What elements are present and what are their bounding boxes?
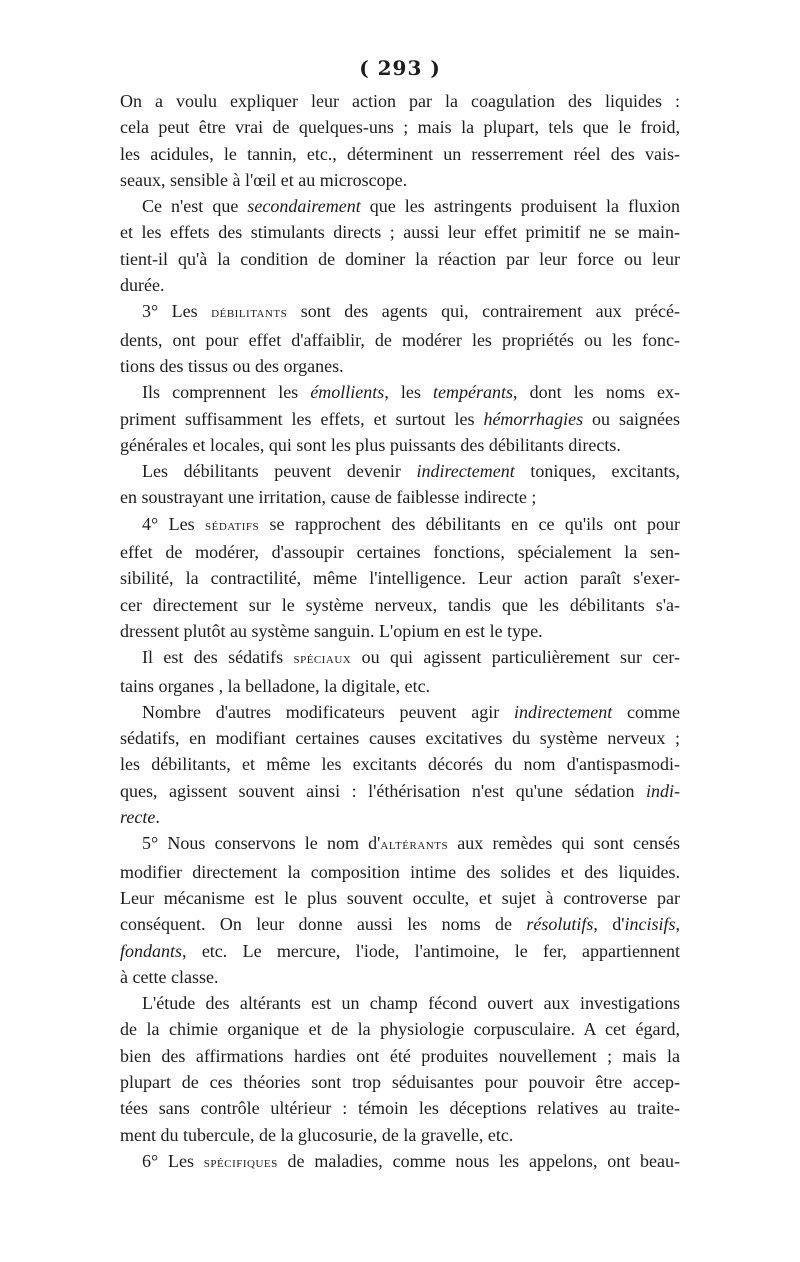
text-run: 5° Nous conservons le nom d': [142, 833, 381, 854]
text-run: tions des tissus ou des organes.: [120, 355, 344, 376]
text-line: [120, 272, 680, 298]
text-line: [120, 1148, 680, 1176]
text-line: [120, 114, 680, 140]
text-line: [120, 432, 680, 458]
text-run: durée.: [120, 275, 165, 296]
italic-term: tempérants: [433, 382, 514, 403]
text-run: Ce n'est que: [142, 196, 248, 217]
text-line: [120, 353, 680, 379]
text-line: [120, 327, 680, 353]
text-line: [120, 859, 680, 885]
text-line: [120, 618, 680, 644]
text-run: , les: [384, 382, 434, 403]
text-line: [120, 484, 680, 510]
text-line: [120, 88, 680, 114]
italic-term: incisifs: [624, 914, 676, 935]
text-run: priment suffisamment les effets, et surtout les: [120, 408, 484, 429]
body-text: [120, 88, 680, 1176]
text-line: [120, 725, 680, 751]
text-line: [120, 1122, 680, 1148]
text-run: ment du tubercule, de la glucosurie, de la gravelle, etc.: [120, 1124, 514, 1145]
text-run: 6° Les: [142, 1150, 204, 1171]
text-line: [120, 458, 680, 484]
text-run: les acidules, le tannin, etc., déterminent un resserrement réel des vais-: [120, 143, 680, 164]
italic-term: secondairement: [247, 196, 361, 217]
text-run: dents, ont pour effet d'affaiblir, de modérer les propriétés ou les fonc-: [120, 329, 680, 350]
text-run: tient-il qu'à la condition de dominer la réaction par leur force ou leur: [120, 248, 680, 269]
text-line: [120, 673, 680, 699]
text-run: effet de modérer, d'assoupir certaines fonctions, spécialement la sen-: [120, 542, 680, 563]
text-run: tains organes , la belladone, la digitale, etc.: [120, 675, 431, 696]
text-line: [120, 885, 680, 911]
italic-term: indirectement: [416, 461, 515, 482]
italic-term: hémorrhagies: [483, 408, 584, 429]
text-run: ,: [675, 914, 680, 935]
text-line: [120, 1069, 680, 1095]
text-run: bien des affirmations hardies ont été produites nouvellement ; mais la: [120, 1045, 680, 1066]
text-run: 4° Les: [142, 513, 206, 534]
text-run: en soustrayant une irritation, cause de faiblesse indirecte ;: [120, 487, 537, 508]
text-run: cela peut être vrai de quelques-uns ; mais la plupart, tels que le froid,: [120, 117, 680, 138]
text-line: [120, 1043, 680, 1069]
text-line: [120, 964, 680, 990]
text-line: [120, 990, 680, 1016]
text-run: Il est des sédatifs: [142, 647, 294, 668]
small-caps-term: débilitants: [211, 305, 288, 322]
text-run: et les effets des stimulants directs ; aussi leur effet primitif ne se main-: [120, 222, 680, 243]
italic-term: fondants: [120, 940, 183, 961]
italic-term: indirectement: [513, 701, 613, 722]
text-line: [120, 1095, 680, 1121]
text-run: , dont les noms ex-: [513, 382, 680, 403]
text-run: de la chimie organique et de la physiologie corpusculaire. A cet égard,: [120, 1019, 680, 1040]
text-line: [120, 193, 680, 219]
text-run: toniques, excitants,: [514, 461, 680, 482]
text-line: [120, 911, 680, 937]
text-run: dressent plutôt au système sanguin. L'opium en est le type.: [120, 620, 543, 641]
text-run: se rapprochent des débilitants en ce qu'ils ont pour: [259, 513, 680, 534]
text-run: ou qui agissent particulièrement sur cer-: [351, 647, 680, 668]
text-run: , d': [593, 914, 625, 935]
text-line: [120, 511, 680, 539]
text-run: modifier directement la composition intime des solides et des liquides.: [120, 861, 680, 882]
small-caps-term: altérants: [380, 837, 449, 854]
text-run: Nombre d'autres modificateurs peuvent agir: [142, 701, 514, 722]
text-line: [120, 406, 680, 432]
text-line: [120, 830, 680, 858]
italic-term: émollients: [310, 382, 385, 403]
small-caps-term: spéciaux: [293, 651, 352, 668]
text-line: [120, 219, 680, 245]
text-line: [120, 565, 680, 591]
text-run: .: [155, 807, 160, 828]
small-caps-term: spécifiques: [203, 1154, 278, 1171]
text-run: les débilitants, et même les excitants décorés du nom d'antispasmodi-: [120, 754, 680, 775]
text-run: On a voulu expliquer leur action par la coagulation des liquides :: [120, 91, 680, 111]
text-run: générales et locales, qui sont les plus puissants des débilitants directs.: [120, 434, 621, 455]
text-line: [120, 141, 680, 167]
text-run: ou saignées: [583, 408, 680, 429]
text-line: [120, 246, 680, 272]
text-run: tées sans contrôle ultérieur : témoin les déceptions relatives au traite-: [120, 1098, 680, 1119]
small-caps-term: sédatifs: [205, 517, 260, 534]
text-line: [120, 167, 680, 193]
text-line: [120, 778, 680, 804]
text-run: Ils comprennent les: [142, 382, 311, 403]
text-line: [120, 592, 680, 618]
text-line: [120, 699, 680, 725]
text-run: ques, agissent souvent ainsi : l'éthérisation n'est qu'une sédation: [120, 780, 646, 801]
text-run: comme: [612, 701, 680, 722]
italic-term: recte: [120, 807, 156, 828]
text-run: plupart de ces théories sont trop séduisantes pour pouvoir être accep-: [120, 1071, 680, 1092]
text-run: sibilité, la contractilité, même l'intelligence. Leur action paraît s'exer-: [120, 568, 680, 589]
text-run: que les astringents produisent la fluxion: [360, 196, 680, 217]
italic-term: résolutifs: [526, 914, 594, 935]
text-run: aux remèdes qui sont censés: [448, 833, 680, 854]
text-line: [120, 804, 680, 830]
text-run: 3° Les: [142, 301, 212, 322]
page-number: ( 293 ): [359, 56, 441, 80]
text-line: [120, 1016, 680, 1042]
text-run: seaux, sensible à l'œil et au microscope.: [120, 169, 408, 190]
text-run: cer directement sur le système nerveux, tandis que les débilitants s'a-: [120, 594, 680, 615]
text-run: conséquent. On leur donne aussi les noms de: [120, 914, 527, 935]
text-run: à cette classe.: [120, 966, 219, 987]
text-line: [120, 644, 680, 672]
text-run: , etc. Le mercure, l'iode, l'antimoine, le fer, appartiennent: [182, 940, 680, 961]
italic-term: indi-: [646, 780, 680, 801]
text-line: [120, 379, 680, 405]
text-line: [120, 938, 680, 964]
text-line: [120, 298, 680, 326]
text-run: Leur mécanisme est le plus souvent occulte, et sujet à controverse par: [120, 887, 680, 908]
text-run: L'étude des altérants est un champ fécond ouvert aux investigations: [142, 993, 680, 1014]
text-run: sont des agents qui, contrairement aux précé-: [287, 301, 680, 322]
text-line: [120, 751, 680, 777]
text-run: de maladies, comme nous les appelons, ont beau-: [277, 1150, 681, 1171]
text-run: sédatifs, en modifiant certaines causes excitatives du système nerveux ;: [120, 728, 680, 749]
text-line: [120, 539, 680, 565]
text-run: Les débilitants peuvent devenir: [142, 461, 417, 482]
